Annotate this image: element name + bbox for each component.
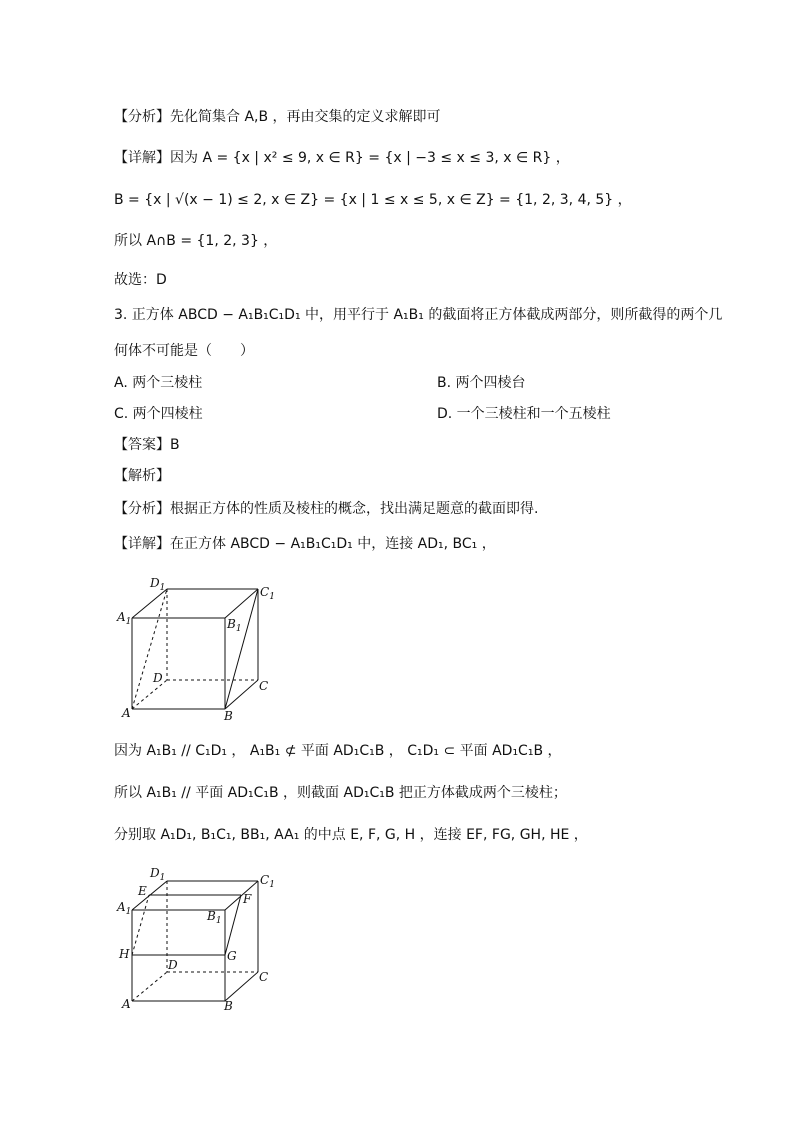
label-c: C (259, 679, 269, 693)
answer-choice-line: 故选：D (114, 272, 167, 288)
analysis-line-1: 【分析】先化简集合 A,B ，再由交集的定义求解即可 (114, 109, 441, 125)
cube-figure-2 (110, 864, 280, 1014)
option-b: B. 两个四棱台 (437, 375, 526, 391)
label-a: A (122, 997, 131, 1011)
label-e: E (138, 884, 147, 898)
explanation-label: 【解析】 (114, 468, 170, 484)
label-d: D (168, 958, 178, 972)
label-c: C (259, 970, 269, 984)
detail-line-set-a: 【详解】因为 A = {x | x² ≤ 9, x ∈ R} = {x | −3 ≤ x ≤ 3, x ∈ R} ， (114, 150, 570, 166)
label-d1: $D_1$ (150, 866, 166, 883)
label-f: F (243, 892, 252, 906)
cube-figure-1 (110, 572, 280, 722)
label-b1: $B_1$ (227, 617, 242, 634)
label-a1: $A_1$ (117, 610, 132, 627)
detail-line-set-b: B = {x | √(x − 1) ≤ 2, x ∈ Z} = {x | 1 ≤ x ≤ 5, x ∈ Z} = {1, 2, 3, 4, 5} ， (114, 192, 632, 208)
label-g: G (227, 949, 237, 963)
option-d: D. 一个三棱柱和一个五棱柱 (437, 406, 611, 422)
label-d1: $D_1$ (150, 576, 166, 593)
label-a1: $A_1$ (117, 900, 132, 917)
label-b: B (224, 999, 233, 1013)
label-b: B (224, 709, 233, 722)
detail-line-cube: 【详解】在正方体 ABCD − A₁B₁C₁D₁ 中，连接 AD₁, BC₁ ， (114, 536, 496, 552)
label-a: A (122, 706, 131, 720)
intersection-line: 所以 A∩B = {1, 2, 3} ， (114, 233, 278, 249)
label-c1: $C_1$ (260, 585, 275, 602)
label-b1: $B_1$ (207, 909, 222, 926)
detail-line-parallel: 因为 A₁B₁ // C₁D₁ ， A₁B₁ ⊄ 平面 AD₁C₁B ， C₁D₁ ⊂ 平面 AD₁C₁B ， (114, 743, 562, 759)
label-c1: $C_1$ (260, 873, 275, 890)
label-d: D (153, 671, 163, 685)
detail-line-prism: 所以 A₁B₁ // 平面 AD₁C₁B ，则截面 AD₁C₁B 把正方体截成两个三棱柱； (114, 785, 567, 801)
option-a: A. 两个三棱柱 (114, 375, 203, 391)
label-h: H (119, 947, 130, 961)
question-3-stem-cont: 何体不可能是（ ） (114, 343, 254, 359)
detail-line-midpoints: 分别取 A₁D₁, B₁C₁, BB₁, AA₁ 的中点 E, F, G, H ，连接 EF, FG, GH, HE ， (114, 827, 588, 843)
question-3-stem: 3. 正方体 ABCD − A₁B₁C₁D₁ 中，用平行于 A₁B₁ 的截面将正方体截成两部分，则所截得的两个几 (114, 307, 723, 323)
analysis-line-2: 【分析】根据正方体的性质及棱柱的概念，找出满足题意的截面即得. (114, 501, 539, 517)
answer-label: 【答案】B (114, 437, 180, 453)
option-c: C. 两个四棱柱 (114, 406, 203, 422)
